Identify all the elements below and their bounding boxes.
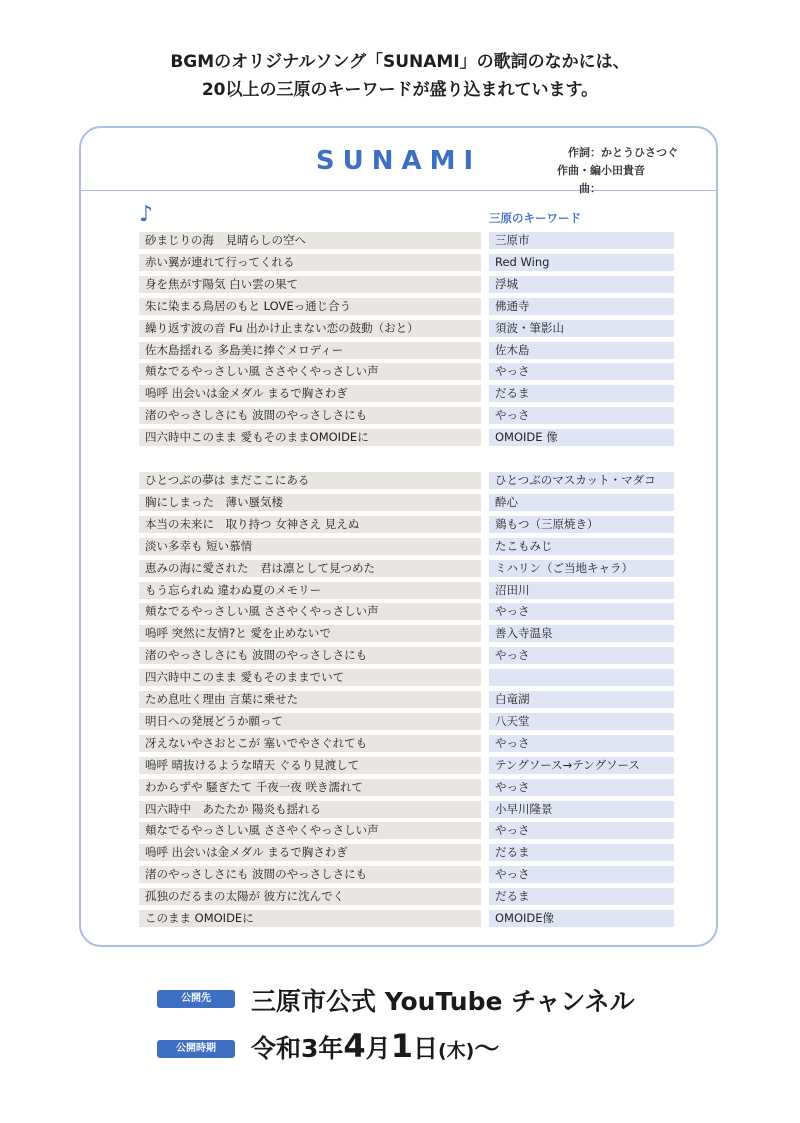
lyric-line: 嗚呼 突然に友情?と 愛を止めないで [139,625,481,642]
lyrics-card [79,126,718,947]
keyword-cell: やっさ [489,866,674,883]
lyric-line: 頬なでるやっさしい風 ささやくやっさしい声 [139,363,481,380]
date-weekday: (木) [437,1040,475,1062]
lyric-line: 明日への発展どうか願って [139,713,481,730]
lyric-line: 朱に染まる鳥居のもと LOVEっ通じ合う [139,298,481,315]
keyword-cell: 佐木島 [489,342,674,359]
keyword-cell: だるま [489,844,674,861]
lyric-line: 渚のやっさしさにも 波間のやっさしさにも [139,407,481,424]
intro-line-2: 20以上の三原のキーワードが盛り込まれています。 [201,80,599,100]
lyric-line: 四六時中 あたたか 陽炎も揺れる [139,801,481,818]
keyword-cell: たこもみじ [489,538,674,555]
intro-text [0,48,800,104]
keyword-cell: やっさ [489,363,674,380]
keyword-cell: テングソース→テングソース [489,757,674,774]
lyric-line: 淡い多幸も 短い慕情 [139,538,481,555]
lyric-line: 嗚呼 出会いは金メダル まるで胸さわぎ [139,844,481,861]
date-day-unit: 日 [412,1034,438,1063]
lyricist-label: 作詞： [568,146,601,159]
keyword-cell: 善入寺温泉 [489,625,674,642]
lyric-line: 渚のやっさしさにも 波間のやっさしさにも [139,866,481,883]
keyword-cell: 浮城 [489,276,674,293]
date-month-unit: 月 [365,1034,391,1063]
date-label-badge: 公開時期 [157,1040,235,1058]
release-date [251,1027,499,1065]
intro-line-1: BGMのオリジナルソング「SUNAMI」の歌詞のなかには、 [170,52,630,72]
channel-label-badge: 公開先 [157,990,235,1008]
keyword-cell: やっさ [489,735,674,752]
lyricist-name: かとうひさつぐ [601,146,678,159]
lyric-line: 砂まじりの海 見晴らしの空へ [139,232,481,249]
lyric-line: 四六時中このまま 愛もそのままでいて [139,669,481,686]
keyword-cell: やっさ [489,407,674,424]
date-prefix: 令和3年 [251,1034,344,1063]
keyword-cell: だるま [489,385,674,402]
keyword-cell [489,669,674,686]
date-day: 1 [390,1027,413,1065]
keyword-cell: OMOIDE像 [489,910,674,927]
lyric-line: 身を焦がす陽気 白い雲の果て [139,276,481,293]
lyric-line: 四六時中このまま 愛もそのままOMOIDEに [139,429,481,446]
composer-credit [543,162,678,198]
lyric-line: 頬なでるやっさしい風 ささやくやっさしい声 [139,603,481,620]
lyric-line: 頬なでるやっさしい風 ささやくやっさしい声 [139,822,481,839]
lyric-line: 孤独のだるまの太陽が 彼方に沈んでく [139,888,481,905]
music-note-icon: ♪ [139,202,154,227]
lyric-line: もう忘られぬ 違わぬ夏のメモリー [139,582,481,599]
keyword-cell: やっさ [489,779,674,796]
keyword-cell: 須波・筆影山 [489,320,674,337]
keyword-cell: ひとつぶのマスカット・マダコ [489,472,674,489]
lyricist-credit [543,144,678,162]
credits [543,144,678,198]
lyric-line: ひとつぶの夢は まだここにある [139,472,481,489]
keyword-cell: やっさ [489,603,674,620]
lyric-line: わからずや 騒ぎたて 千夜一夜 咲き濡れて [139,779,481,796]
lyric-line: 胸にしまった 薄い蜃気楼 [139,494,481,511]
lyric-line: 冴えないやさおとこが 塞いでやさぐれても [139,735,481,752]
composer-label: 作曲・編曲： [557,164,601,195]
song-title: SUNAMI [315,146,482,176]
keyword-cell: 小早川隆景 [489,801,674,818]
date-suffix: 〜 [474,1034,500,1063]
keyword-cell: 酔心 [489,494,674,511]
lyric-line: 渚のやっさしさにも 波間のやっさしさにも [139,647,481,664]
composer-name: 小田貴音 [601,164,645,177]
lyric-line: 赤い翼が連れて行ってくれる [139,254,481,271]
keyword-cell: Red Wing [489,254,674,271]
lyric-line: 恵みの海に愛された 君は凛として見つめた [139,560,481,577]
keyword-cell: 八天堂 [489,713,674,730]
keyword-cell: 鶏もつ（三原焼き） [489,516,674,533]
lyric-line: 本当の未来に 取り持つ 女神さえ 見えぬ [139,516,481,533]
lyric-line: 繰り返す波の音 Fu 出かけ止まない恋の鼓動（おと） [139,320,481,337]
keyword-cell: 白竜湖 [489,691,674,708]
keyword-cell: ミハリン（ご当地キャラ） [489,560,674,577]
keywords-heading: 三原のキーワード [489,211,581,225]
keyword-cell: やっさ [489,822,674,839]
lyric-line: 佐木島揺れる 多島美に捧ぐメロディー [139,342,481,359]
lyric-line: このまま OMOIDEに [139,910,481,927]
lyric-line: ため息吐く理由 言葉に乗せた [139,691,481,708]
channel-name: 三原市公式 YouTube チャンネル [251,987,635,1016]
date-month: 4 [343,1027,366,1065]
card-header [81,128,716,195]
keyword-cell: 沼田川 [489,582,674,599]
keyword-cell: OMOIDE 像 [489,429,674,446]
lyric-line: 嗚呼 出会いは金メダル まるで胸さわぎ [139,385,481,402]
keyword-cell: やっさ [489,647,674,664]
keyword-cell: 三原市 [489,232,674,249]
keyword-cell: だるま [489,888,674,905]
lyric-line: 嗚呼 晴抜けるような晴天 ぐるり見渡して [139,757,481,774]
keyword-cell: 佛通寺 [489,298,674,315]
